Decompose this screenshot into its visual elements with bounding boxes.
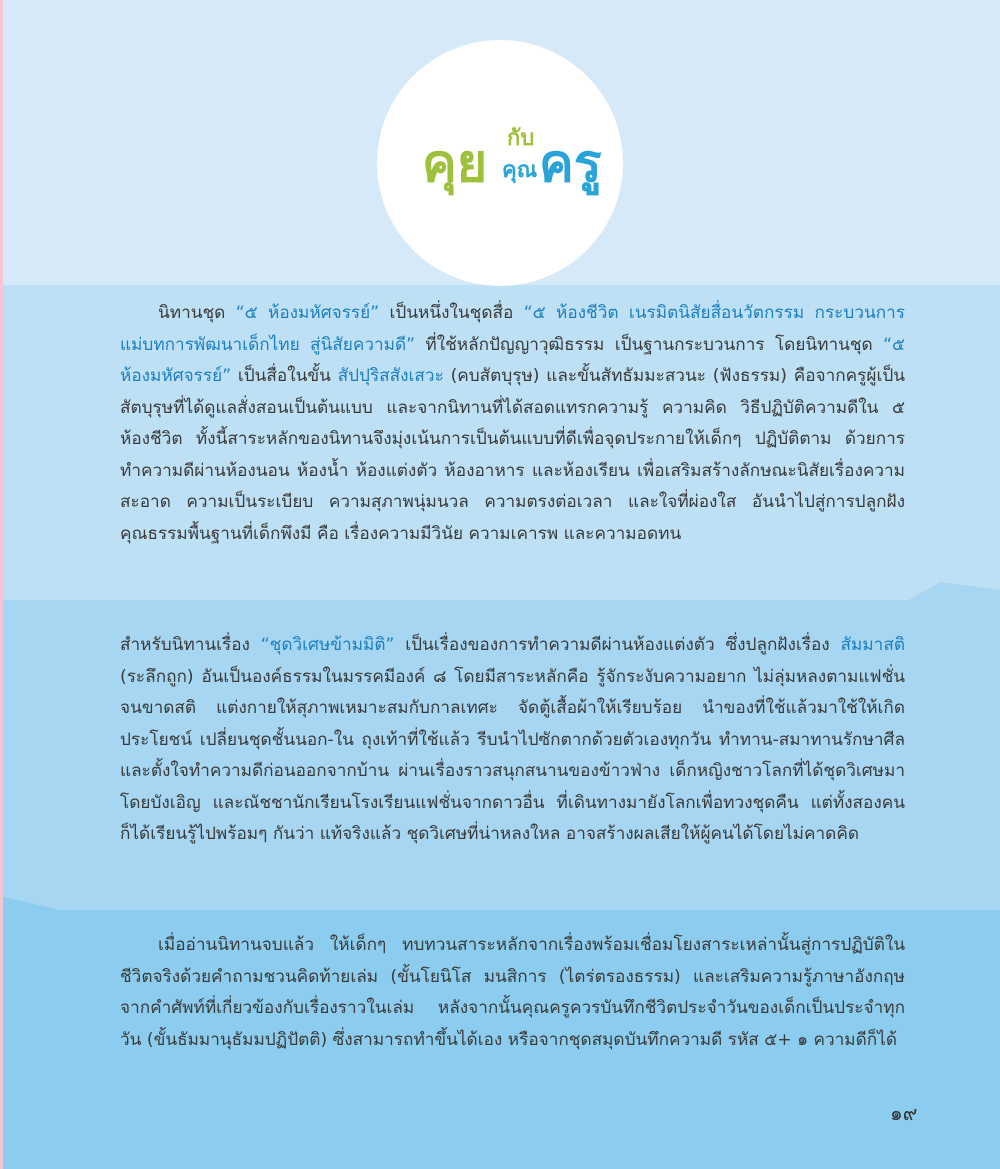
p2-text-1: สำหรับนิทานเรื่อง — [120, 635, 261, 655]
p1-text-2: เป็นหนึ่งในชุดสื่อ — [379, 303, 524, 323]
p1-highlight-stage: สัปปุริสสังเสวะ — [337, 366, 444, 386]
band-2-zigzag — [0, 580, 1000, 602]
logo-circle — [377, 40, 623, 286]
p3-text: เมื่ออ่านนิทานจบแล้ว ให้เด็กๆ ทบทวนสาระหลักจากเรื่องพร้อมเชื่อมโยงสาระเหล่านั้นสู่การปฏิบัติในชีวิตจริงด้วยคำถามชวนคิดท้ายเล่ม (ขั้นโยนิโส มนสิการ (ไตร่ตรองธรรม) และเสริมความรู้ภาษาอังกฤษจากคำศัพท์ที่เกี่ยวข้องกับเรื่องราวในเล่ม หลังจากนั้นคุณครูควรบันทึกชีวิตประจำวันของเด็กเป็นประจำทุกวัน (ขั้นธัมมานุธัมมปฏิปัตติ) ซึ่งสามารถทำขึ้นได้เอง หรือจากชุดสมุดบันทึกความดี รหัส ๕+ ๑ ความดีก็ได้ — [120, 935, 905, 1050]
p1-highlight-media: “๕ ห้องชีวิต เนรมิตนิสัยสื่อนวัตกรรม กระบวนการแม่บทการพัฒนาเด็กไทย สู่นิสัยความดี” — [120, 303, 906, 355]
intro-paragraph — [120, 298, 905, 550]
p1-text-3: ที่ใช้หลักปัญญาวุฒิธรรม เป็นฐานกระบวนการ โดยนิทานชุด — [415, 334, 884, 355]
page-number: ๑๙ — [890, 1101, 918, 1125]
story-paragraph — [120, 630, 905, 851]
p1-highlight-series-2: “๕ ห้องมหัศจรรย์” — [120, 334, 905, 386]
band-3-zigzag — [0, 890, 1000, 912]
page-edge-stripe — [0, 0, 3, 1169]
logo-word-teacher: ครู — [539, 134, 602, 194]
p2-highlight-title: “ชุดวิเศษข้ามมิติ” — [260, 635, 395, 655]
p1-text-1: นิทานชุด — [158, 303, 236, 323]
logo-word-you: คุณ — [502, 158, 538, 183]
p1-text-5: (คบสัตบุรุษ) และขั้นสัทธัมมะสวนะ (ฟังธรรม) คือจากครูผู้เป็นสัตบุรุษที่ได้ดูแลสั่งสอนเป็นต้นแบบ และจากนิทานที่ได้สอดแทรกความรู้ ความคิด วิธีปฏิบัติความดีใน ๕ ห้องชีวิต ทั้งนี้สาระหลักของนิทานจึงมุ่งเน้นการเป็นต้นแบบที่ดีเพื่อจุดประกายให้เด็กๆ ปฏิบัติตาม ด้วยการทำความดีผ่านห้องนอน ห้องน้ำ ห้องแต่งตัว ห้องอาหาร และห้องเรียน เพื่อเสริมสร้างลักษณะนิสัยเรื่องความสะอาด ความเป็นระเบียบ ความสุภาพนุ่มนวล ความตรงต่อเวลา และใจที่ผ่องใส อันนำไปสู่การปลูกฝังคุณธรรมพื้นฐานที่เด็กพึงมี คือ เรื่องความมีวินัย ความเคารพ และความอดทน — [120, 366, 905, 544]
logo-word-with: กับ — [507, 126, 535, 151]
closing-paragraph — [120, 930, 905, 1056]
p1-text-4: เป็นสื่อในขั้น — [231, 366, 338, 386]
p2-text-3: (ระลึกถูก) อันเป็นองค์ธรรมในมรรคมีองค์ ๘ โดยมีสาระหลักคือ รู้จักระงับความอยาก ไม่ลุ่มหลงตามแฟชั่นจนขาดสติ แต่งกายให้สุภาพเหมาะสมกับกาลเทศะ จัดตู้เสื้อผ้าให้เรียบร้อย นำของที่ใช้แล้วมาใช้ให้เกิดประโยชน์ เปลี่ยนชุดชั้นนอก-ใน ถุงเท้าที่ใช้แล้ว รีบนำไปซักตากด้วยตัวเองทุกวัน ทำทาน-สมาทานรักษาศีลและตั้งใจทำความดีก่อนออกจากบ้าน ผ่านเรื่องราวสนุกสนานของข้าวฟ่าง เด็กหญิงชาวโลกที่ได้ชุดวิเศษมาโดยบังเอิญ และณัชชานักเรียนโรงเรียนแฟชั่นจากดาวอื่น ที่เดินทางมายังโลกเพื่อทวงชุดคืน แต่ทั้งสองคนก็ได้เรียนรู้ไปพร้อมๆ กันว่า แท้จริงแล้ว ชุดวิเศษที่น่าหลงใหล อาจสร้างผลเสียให้ผู้คนได้โดยไม่คาดคิด — [120, 666, 905, 844]
p1-highlight-series: “๕ ห้องมหัศจรรย์” — [235, 303, 380, 323]
p2-highlight-virtue: สัมมาสติ — [840, 635, 905, 655]
logo-word-talk: คุย — [422, 134, 488, 194]
p2-text-2: เป็นเรื่องของการทำความดีผ่านห้องแต่งตัว ซึ่งปลูกฝังเรื่อง — [394, 635, 841, 655]
